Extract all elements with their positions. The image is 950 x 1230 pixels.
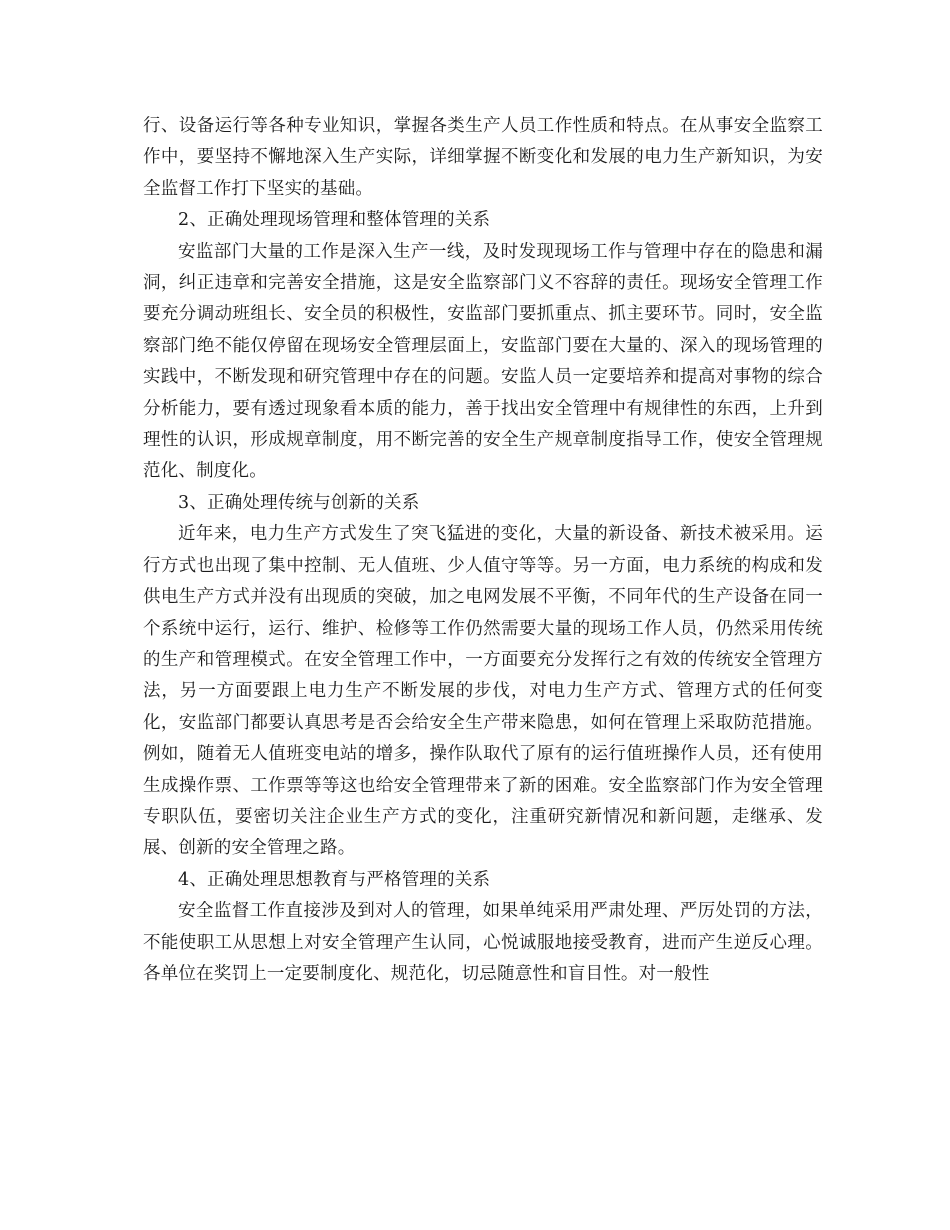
document-body: [143, 111, 823, 990]
paragraph-continued: 行、设备运行等各种专业知识，掌握各类生产人员工作性质和特点。在从事安全监察工作中，要坚持不懈地深入生产实际，详细掌握不断变化和发展的电力生产新知识，为安全监督工作打下坚实的基础。: [143, 116, 823, 199]
section-heading-4: 4、正确处理思想教育与严格管理的关系: [178, 869, 491, 890]
section-heading-3: 3、正确处理传统与创新的关系: [178, 492, 420, 513]
section-heading-2: 2、正确处理现场管理和整体管理的关系: [178, 210, 491, 231]
paragraph-tradition-innovation: 近年来，电力生产方式发生了突飞猛进的变化，大量的新设备、新技术被采用。运行方式也出现了集中控制、无人值班、少人值守等等。另一方面，电力系统的构成和发供电生产方式并没有出现质的突破，加之电网发展不平衡，不同年代的生产设备在同一个系统中运行，运行、维护、检修等工作仍然需要大量的现场工作人员，仍然采用传统的生产和管理模式。在安全管理工作中，一方面要充分发挥行之有效的传统安全管理方法，另一方面要跟上电力生产不断发展的步伐，对电力生产方式、管理方式的任何变化，安监部门都要认真思考是否会给安全生产带来隐患，如何在管理上采取防范措施。例如，随着无人值班变电站的增多，操作队取代了原有的运行值班操作人员，还有使用生成操作票、工作票等等这也给安全管理带来了新的困难。安全监察部门作为安全管理专职队伍，要密切关注企业生产方式的变化，注重研究新情况和新问题，走继承、发展、创新的安全管理之路。: [143, 524, 823, 859]
paragraph-site-management: 安监部门大量的工作是深入生产一线，及时发现现场工作与管理中存在的隐患和漏洞，纠正违章和完善安全措施，这是安全监察部门义不容辞的责任。现场安全管理工作要充分调动班组长、安全员的积极性，安监部门要抓重点、抓主要环节。同时，安全监察部门绝不能仅停留在现场安全管理层面上，安监部门要在大量的、深入的现场管理的实践中，不断发现和研究管理中存在的问题。安监人员一定要培养和提高对事物的综合分析能力，要有透过现象看本质的能力，善于找出安全管理中有规律性的东西，上升到理性的认识，形成规章制度，用不断完善的安全生产规章制度指导工作，使安全管理规范化、制度化。: [143, 241, 823, 482]
paragraph-education-management: 安全监督工作直接涉及到对人的管理，如果单纯采用严肃处理、严厉处罚的方法，不能使职工从思想上对安全管理产生认同，心悦诚服地接受教育，进而产生逆反心理。各单位在奖罚上一定要制度化、规范化，切忌随意性和盲目性。对一般性: [143, 901, 823, 984]
